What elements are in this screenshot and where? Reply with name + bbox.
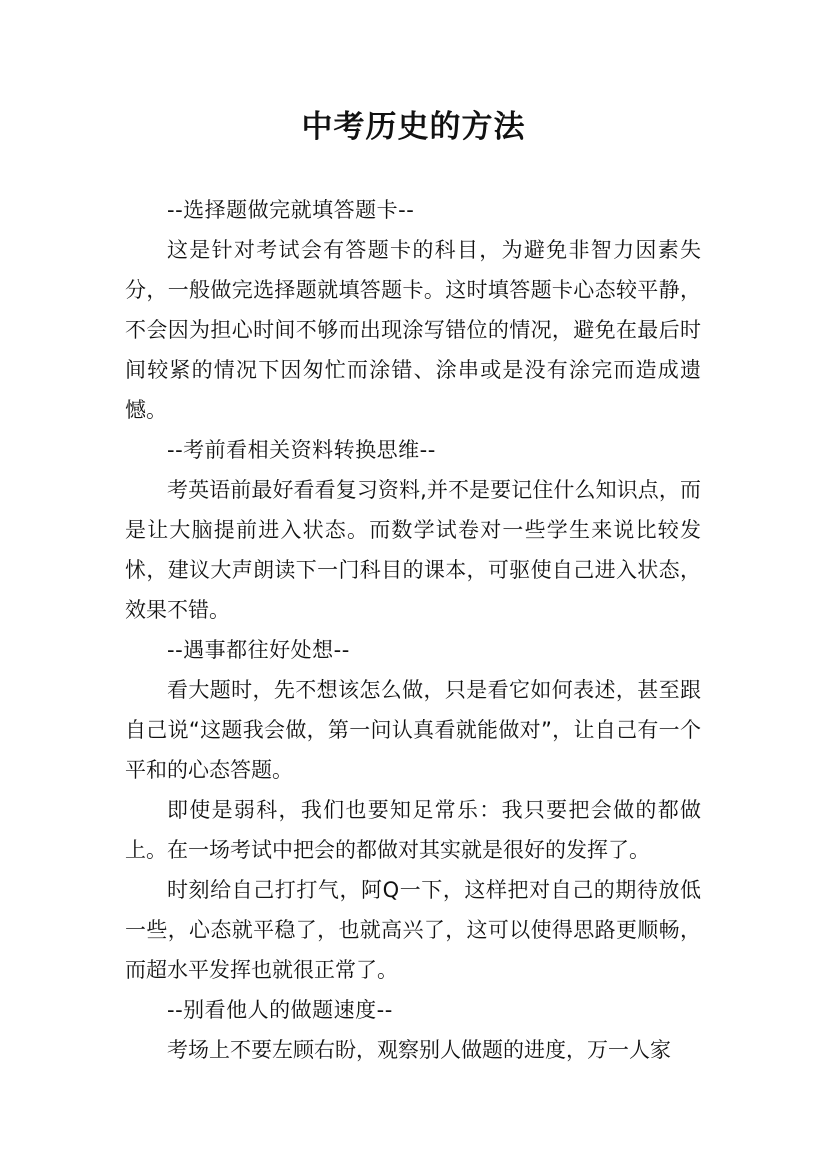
- paragraph-review-materials: 考英语前最好看看复习资料,并不是要记住什么知识点，而是让大脑提前进入状态。而数学试卷对一些学生来说比较发怵，建议大声朗读下一门科目的课本，可驱使自己进入状态，效果不错。: [125, 478, 701, 622]
- document-body: [125, 190, 701, 1070]
- section-heading-review-materials: --考前看相关资料转换思维--: [167, 438, 436, 462]
- section-heading-answer-sheet: --选择题做完就填答题卡--: [167, 198, 415, 222]
- paragraph-encouragement: 时刻给自己打打气，阿Q一下，这样把对自己的期待放低一些，心态就平稳了，也就高兴了，这可以使得思路更顺畅，而超水平发挥也就很正常了。: [125, 878, 701, 982]
- paragraph-answer-sheet: 这是针对考试会有答题卡的科目，为避免非智力因素失分，一般做完选择题就填答题卡。这时填答题卡心态较平静，不会因为担心时间不够而出现涂写错位的情况，避免在最后时间较紧的情况下因匆忙而涂错、涂串或是没有涂完而造成遗憾。: [125, 238, 701, 422]
- paragraph-others-speed: 考场上不要左顾右盼，观察别人做题的进度，万一人家: [167, 1038, 671, 1062]
- document-title: 中考历史的方法: [301, 109, 526, 145]
- section-heading-positive-thinking: --遇事都往好处想--: [167, 638, 350, 662]
- section-heading-others-speed: --别看他人的做题速度--: [167, 998, 393, 1022]
- paragraph-big-questions: 看大题时，先不想该怎么做，只是看它如何表述，甚至跟自己说“这题我会做，第一问认真看就能做对”，让自己有一个平和的心态答题。: [125, 678, 701, 782]
- paragraph-weak-subject: 即使是弱科，我们也要知足常乐：我只要把会做的都做上。在一场考试中把会的都做对其实就是很好的发挥了。: [125, 798, 701, 862]
